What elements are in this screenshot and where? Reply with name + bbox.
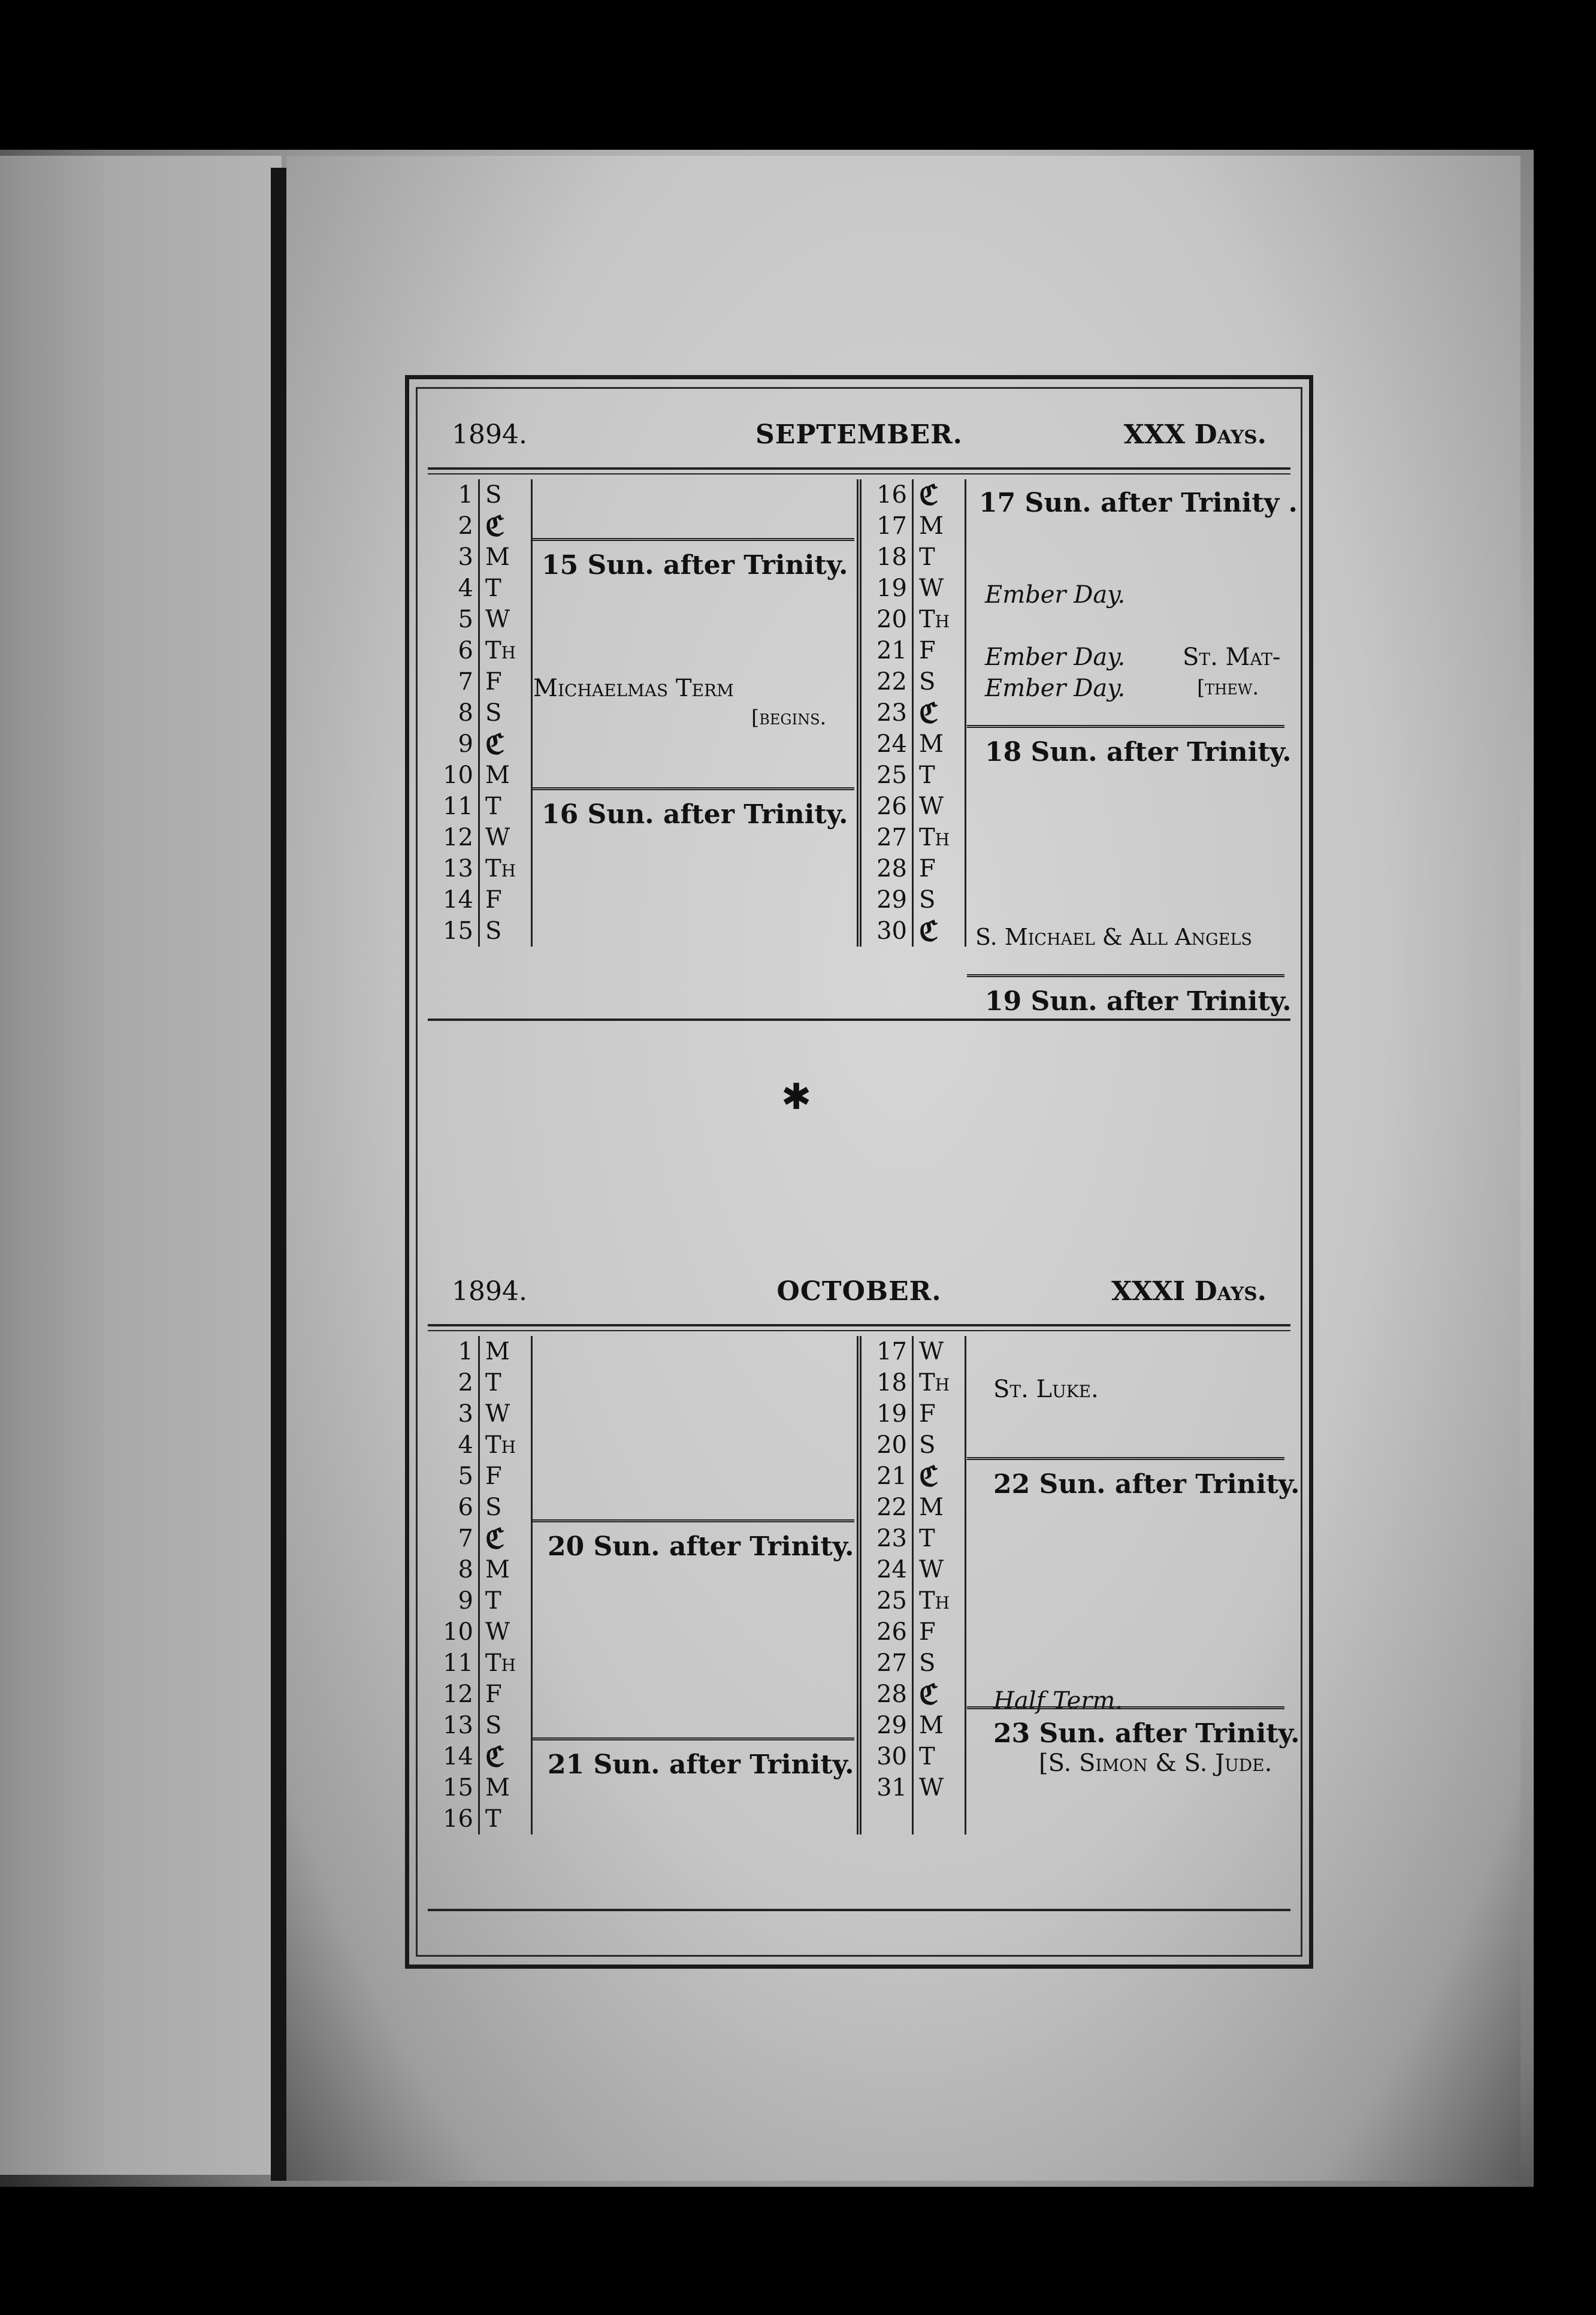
- note-ember-22: Ember Day.: [985, 675, 1126, 702]
- weekday-letter: F: [485, 1462, 502, 1490]
- day-row: [862, 791, 1290, 822]
- day-number: 8: [458, 1556, 473, 1583]
- weekday-letter: W: [919, 1556, 944, 1583]
- weekday-letter: Th: [485, 855, 516, 883]
- day-row: [862, 822, 1290, 853]
- days-count: XXX Days.: [1123, 419, 1266, 450]
- day-number: 25: [876, 761, 907, 789]
- day-row: [428, 510, 857, 542]
- note-st-matthew: St. Mat-: [1183, 643, 1281, 671]
- day-number: 1: [458, 1338, 473, 1365]
- day-number: 15: [443, 1774, 473, 1802]
- day-row: [862, 853, 1290, 884]
- day-row: [428, 1803, 857, 1835]
- day-number: 29: [876, 886, 907, 914]
- note-20-sunday: 20 Sun. after Trinity.: [548, 1531, 854, 1562]
- day-number: 19: [876, 575, 907, 602]
- day-row: [862, 542, 1290, 573]
- september-columns: [428, 479, 1290, 947]
- day-number: 11: [443, 1649, 473, 1677]
- day-row: [428, 1461, 857, 1492]
- day-number: 12: [443, 1681, 473, 1708]
- october-calendar: [428, 1276, 1300, 1835]
- day-row: [428, 1336, 857, 1367]
- header-rule: [428, 1324, 1290, 1331]
- days-count: XXXI Days.: [1111, 1276, 1266, 1307]
- day-number: 4: [458, 1431, 473, 1459]
- day-number: 30: [876, 1743, 907, 1770]
- weekday-letter: S: [919, 1431, 936, 1459]
- weekday-letter: W: [919, 1338, 944, 1365]
- weekday-letter: T: [919, 1525, 935, 1552]
- weekday-letter: T: [485, 1805, 501, 1833]
- day-row: [428, 1679, 857, 1710]
- weekday-letter: S: [919, 668, 936, 696]
- day-number: 23: [876, 1525, 907, 1552]
- weekday-letter: S: [919, 886, 936, 914]
- day-row: [428, 1492, 857, 1523]
- day-number: 6: [458, 637, 473, 664]
- month-title: OCTOBER.: [776, 1276, 942, 1307]
- day-number: 6: [458, 1494, 473, 1521]
- day-row: [428, 1398, 857, 1430]
- day-number: 18: [876, 543, 907, 571]
- day-number: 19: [876, 1400, 907, 1428]
- weekday-letter: W: [919, 1774, 944, 1802]
- day-number: 30: [876, 917, 907, 945]
- day-number: 5: [458, 606, 473, 633]
- weekday-letter: M: [919, 730, 944, 758]
- weekday-letter: S: [485, 917, 502, 945]
- september-right-column: [862, 479, 1290, 947]
- weekday-letter: M: [919, 1712, 944, 1739]
- day-number: 8: [458, 699, 473, 727]
- day-row: [428, 635, 857, 666]
- day-number: 26: [876, 1618, 907, 1646]
- day-number: 31: [876, 1774, 907, 1802]
- weekday-letter: F: [485, 886, 502, 914]
- weekday-letter: ℭ: [919, 697, 939, 729]
- weekday-letter: M: [485, 1338, 510, 1365]
- weekday-letter: W: [919, 793, 944, 820]
- weekday-letter: F: [485, 668, 502, 696]
- note-half-term: Half Term.: [993, 1687, 1123, 1715]
- weekday-letter: S: [485, 1712, 502, 1739]
- day-row: [428, 884, 857, 915]
- weekday-letter: T: [485, 1587, 501, 1615]
- note-16-sunday: 16 Sun. after Trinity.: [542, 799, 848, 830]
- day-number: 7: [458, 668, 473, 696]
- day-number: 1: [458, 481, 473, 509]
- note-michaelmas-term: Michaelmas Term: [533, 675, 734, 702]
- day-row: [862, 1523, 1290, 1554]
- weekday-letter: W: [485, 1400, 510, 1428]
- day-number: 22: [876, 668, 907, 696]
- day-row: [862, 1554, 1290, 1585]
- day-number: 2: [458, 512, 473, 540]
- weekday-letter: M: [485, 1556, 510, 1583]
- day-row: [862, 1336, 1290, 1367]
- day-number: 10: [443, 1618, 473, 1646]
- left-page-edge: [0, 156, 282, 2175]
- weekday-letter: Th: [485, 1431, 516, 1459]
- day-number: 28: [876, 855, 907, 883]
- day-number: 24: [876, 1556, 907, 1583]
- weekday-letter: T: [919, 1743, 935, 1770]
- day-row: [428, 479, 857, 510]
- day-number: 13: [443, 855, 473, 883]
- weekday-letter: S: [919, 1649, 936, 1677]
- weekday-letter: F: [919, 855, 936, 883]
- weekday-letter: ℭ: [485, 510, 505, 542]
- september-header: [428, 419, 1290, 467]
- note-23-sunday: 23 Sun. after Trinity.: [993, 1718, 1300, 1749]
- day-number: 18: [876, 1369, 907, 1397]
- day-number: 9: [458, 1587, 473, 1615]
- day-number: 12: [443, 824, 473, 851]
- note-begins: [begins.: [751, 706, 827, 730]
- day-number: 3: [458, 543, 473, 571]
- day-number: 17: [876, 1338, 907, 1365]
- weekday-letter: Th: [919, 1369, 950, 1397]
- weekday-letter: ℭ: [919, 479, 939, 511]
- weekday-letter: Th: [919, 606, 950, 633]
- weekday-letter: T: [919, 761, 935, 789]
- day-number: 9: [458, 730, 473, 758]
- day-number: 3: [458, 1400, 473, 1428]
- note-st-michael: S. Michael & All Angels: [975, 924, 1252, 950]
- note-17-sunday: 17 Sun. after Trinity .: [979, 488, 1298, 518]
- weekday-letter: M: [919, 512, 944, 540]
- weekday-letter: ℭ: [485, 1740, 505, 1773]
- weekday-letter: M: [485, 1774, 510, 1802]
- note-ember-21: Ember Day.: [985, 643, 1126, 671]
- weekday-letter: ℭ: [485, 1522, 505, 1555]
- note-simon-jude: [S. Simon & S. Jude.: [1039, 1749, 1272, 1777]
- september-calendar: [428, 419, 1298, 1017]
- day-row: [862, 1648, 1290, 1679]
- note-21-sunday: 21 Sun. after Trinity.: [548, 1749, 854, 1780]
- day-row: [862, 1430, 1290, 1461]
- day-row: [428, 853, 857, 884]
- day-row: [862, 1585, 1290, 1616]
- note-ember-19: Ember Day.: [985, 581, 1126, 609]
- weekday-letter: T: [485, 793, 501, 820]
- note-18-sunday: 18 Sun. after Trinity.: [985, 737, 1292, 767]
- day-row: [428, 1648, 857, 1679]
- day-number: 23: [876, 699, 907, 727]
- day-number: 21: [876, 637, 907, 664]
- day-number: 20: [876, 1431, 907, 1459]
- day-number: 20: [876, 606, 907, 633]
- weekday-letter: F: [919, 1618, 936, 1646]
- note-19-sunday: 19 Sun. after Trinity.: [985, 986, 1292, 1017]
- day-number: 7: [458, 1525, 473, 1552]
- weekday-letter: W: [485, 1618, 510, 1646]
- day-number: 16: [443, 1805, 473, 1833]
- day-number: 14: [443, 886, 473, 914]
- day-row: [428, 760, 857, 791]
- day-number: 4: [458, 575, 473, 602]
- weekday-letter: F: [919, 637, 936, 664]
- day-number: 27: [876, 824, 907, 851]
- header-rule: [428, 467, 1290, 475]
- weekday-letter: W: [485, 606, 510, 633]
- weekday-letter: M: [919, 1494, 944, 1521]
- weekday-letter: Th: [485, 637, 516, 664]
- weekday-letter: W: [485, 824, 510, 851]
- day-row: [428, 1710, 857, 1741]
- weekday-letter: Th: [485, 1649, 516, 1677]
- day-number: 27: [876, 1649, 907, 1677]
- year-label: 1894.: [452, 1276, 527, 1307]
- day-number: 11: [443, 793, 473, 820]
- weekday-letter: T: [485, 1369, 501, 1397]
- day-number: 25: [876, 1587, 907, 1615]
- weekday-letter: Th: [919, 824, 950, 851]
- day-number: 13: [443, 1712, 473, 1739]
- day-row: [428, 1367, 857, 1398]
- weekday-letter: W: [919, 575, 944, 602]
- day-row: [428, 1616, 857, 1648]
- weekday-letter: S: [485, 699, 502, 727]
- day-number: 2: [458, 1369, 473, 1397]
- day-row: [862, 1616, 1290, 1648]
- september-end-rule: [428, 1019, 1290, 1021]
- weekday-letter: S: [485, 481, 502, 509]
- day-row: [428, 1430, 857, 1461]
- day-number: 16: [876, 481, 907, 509]
- page-gutter: [271, 168, 286, 2181]
- weekday-letter: M: [485, 543, 510, 571]
- day-number: 24: [876, 730, 907, 758]
- ink-blot: ✱: [781, 1076, 812, 1118]
- weekday-letter: ℭ: [919, 915, 939, 947]
- day-row: [428, 1585, 857, 1616]
- day-number: 10: [443, 761, 473, 789]
- weekday-letter: ℭ: [919, 1678, 939, 1710]
- day-number: 28: [876, 1681, 907, 1708]
- weekday-letter: T: [485, 575, 501, 602]
- day-row: [862, 884, 1290, 915]
- weekday-letter: S: [485, 1494, 502, 1521]
- weekday-letter: Th: [919, 1587, 950, 1615]
- october-end-rule: [428, 1909, 1290, 1911]
- weekday-letter: ℭ: [919, 1460, 939, 1492]
- note-st-luke: St. Luke.: [993, 1376, 1099, 1403]
- day-number: 21: [876, 1462, 907, 1490]
- day-row: [428, 604, 857, 635]
- month-title: SEPTEMBER.: [755, 419, 963, 450]
- weekday-letter: F: [919, 1400, 936, 1428]
- day-number: 29: [876, 1712, 907, 1739]
- weekday-letter: T: [919, 543, 935, 571]
- day-number: 5: [458, 1462, 473, 1490]
- day-number: 22: [876, 1494, 907, 1521]
- day-number: 14: [443, 1743, 473, 1770]
- day-row: [428, 729, 857, 760]
- day-number: 26: [876, 793, 907, 820]
- day-number: 17: [876, 512, 907, 540]
- weekday-letter: M: [485, 761, 510, 789]
- weekday-letter: ℭ: [485, 728, 505, 760]
- year-label: 1894.: [452, 419, 527, 450]
- weekday-letter: F: [485, 1681, 502, 1708]
- day-row: [428, 915, 857, 947]
- day-number: 15: [443, 917, 473, 945]
- note-22-sunday: 22 Sun. after Trinity.: [993, 1469, 1300, 1500]
- october-header: [428, 1276, 1290, 1324]
- note-thew: [thew.: [1197, 676, 1259, 700]
- note-15-sunday: 15 Sun. after Trinity.: [542, 550, 848, 581]
